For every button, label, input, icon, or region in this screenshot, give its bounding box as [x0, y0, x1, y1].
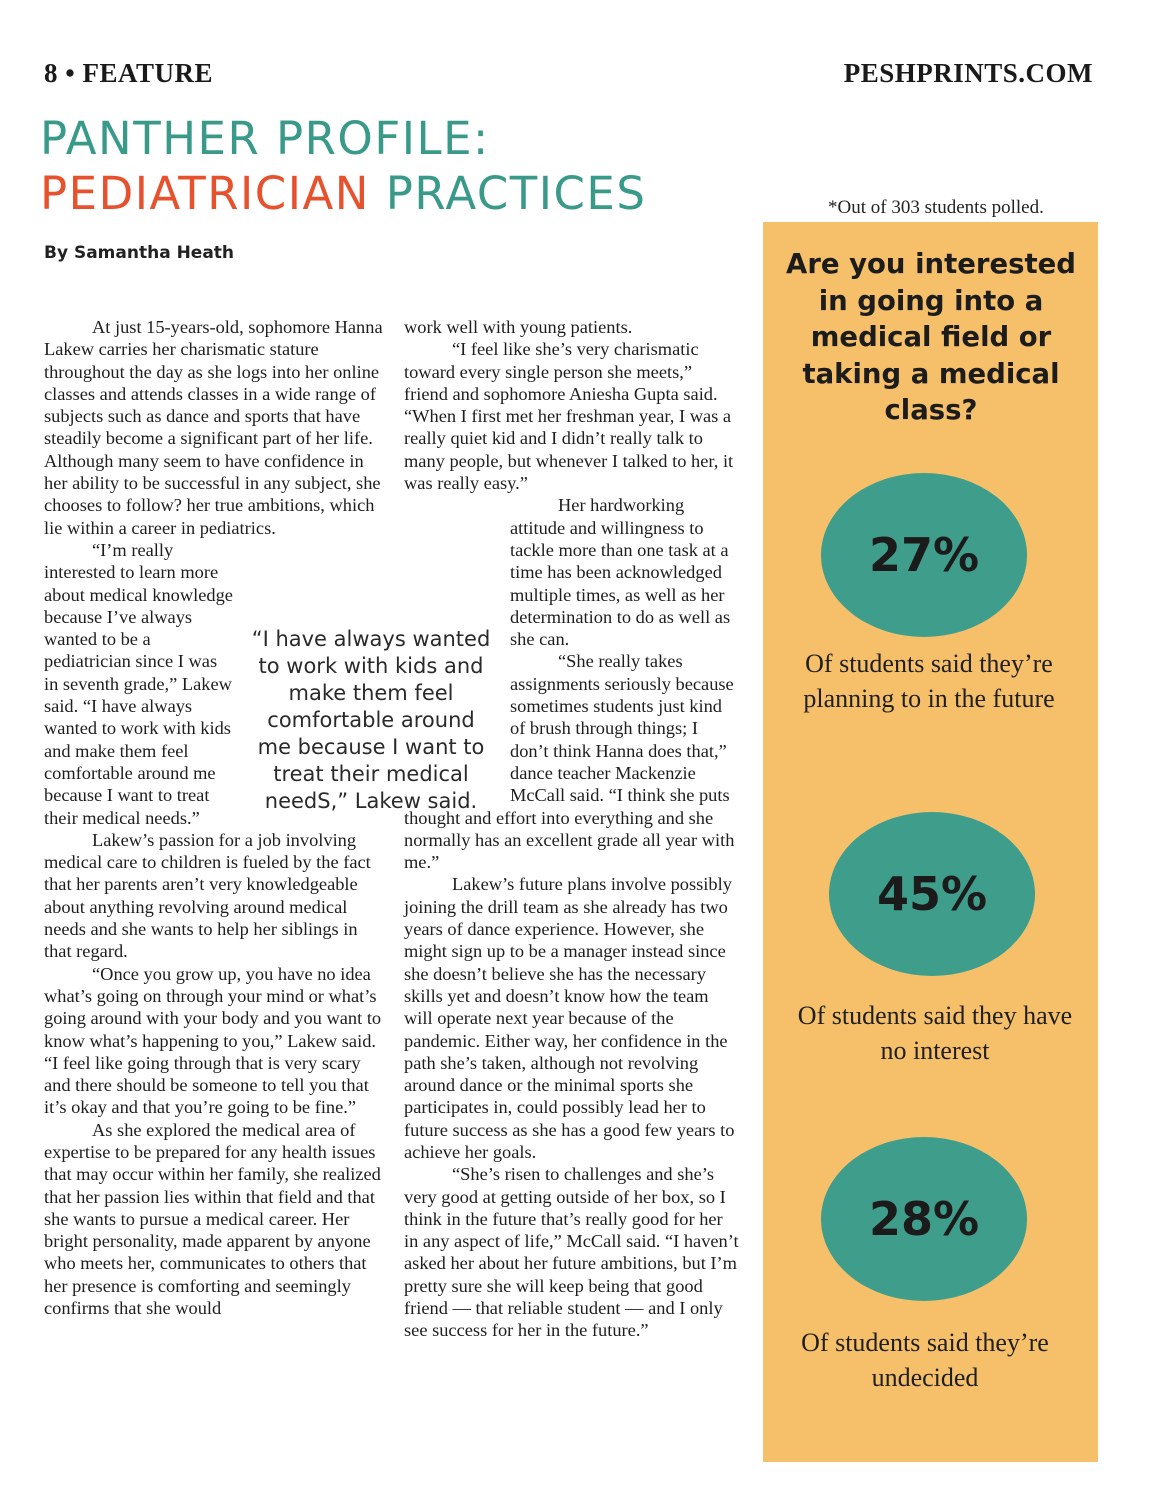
- stat-circle-planning: 27%: [821, 473, 1027, 637]
- paragraph: Lakew’s future plans involve possibly joining the drill team as she already has two years of dance experience. However, she might sign up to be a manager instead since she doesn’t believe she has the necessary skills yet and doesn’t know how the team will operate next year because of the pandemic. Either way, her confidence in the path she’s taken, although not revolving around dance or the minimal sports she participates in, could possibly lead her to future success as she has a good few years to achieve her goals.: [404, 874, 735, 1162]
- paragraph: “She’s risen to challenges and she’s very good at getting outside of her box, so I think in the future that’s really good for her in any aspect of life,” McCall said. “I haven’t asked her about her future ambitions, but I’m pretty sure she will keep being that good friend — that reliable student — and I only see success for her in the future.”: [404, 1164, 739, 1341]
- paragraph: Lakew’s passion for a job involving medical care to children is fueled by the fact that her parents aren’t very knowledgeable about anything revolving around medical needs and she wants to help her siblings in that regard.: [44, 829, 371, 962]
- stat-circle-no-interest: 45%: [829, 812, 1035, 976]
- stat-caption-planning: Of students said they’re planning to in the future: [803, 649, 1055, 713]
- paragraph: “I feel like she’s very charismatic toward every single person she meets,” friend and sophomore Aniesha Gupta said. “When I first met her freshman year, I was a really quiet kid and I didn’t really talk to many people, but whenever I talked to her, it was really easy.”: [404, 339, 734, 494]
- pull-quote: “I have always wanted to work with kids and make them feel comfortable around me because I want to treat their medical needS,” Lakew said.: [251, 627, 491, 813]
- headline-line-1: PANTHER PROFILE:: [40, 112, 490, 165]
- paragraph: At just 15-years-old, sophomore Hanna Lakew carries her charismatic stature throughout the day as she logs into her online classes and attends classes in a wide range of subjects such as dance and sports that have steadily become a significant part of her life. Although many seem to have confidence in her ability to be successful in any subject, she chooses to follow? her true ambitions, which lie within a career in pediatrics.: [44, 317, 383, 538]
- paragraph: Her hardworking attitude and willingness to tackle more than one task at a time has been acknowledged multiple times, as well as her determination to do as well as she can.: [510, 495, 731, 650]
- headline-line-2: [40, 167, 646, 220]
- poll-sidebar: [763, 222, 1098, 1462]
- paragraph: work well with young patients.: [404, 317, 633, 337]
- stat-caption-no-interest: Of students said they have no interest: [797, 1001, 1073, 1065]
- paragraph: As she explored the medical area of expertise to be prepared for any health issues that may occur within her family, she realized that her passion lies within that field and that she wants to pursue a medical career. Her bright personality, made apparent by anyone who meets her, communicates to others that her presence is comforting and seemingly confirms that she would: [44, 1119, 381, 1319]
- site-name: PESHPRINTS.COM: [843, 58, 1093, 88]
- paragraph: “Once you grow up, you have no idea what’s going on through your mind or what’s going around with your body and you want to know what’s happening to you,” Lakew said. “I feel like going through that is very scary and there should be someone to tell you that it’s okay and that you’re going to be fine.”: [44, 963, 382, 1118]
- poll-footnote: *Out of 303 students polled.: [828, 197, 1044, 218]
- stat-caption-undecided: Of students said they’re undecided: [801, 1328, 1049, 1392]
- article-column-2: [404, 316, 740, 1342]
- headline-highlight: PEDIATRICIAN: [40, 167, 370, 220]
- headline-rest: PRACTICES: [369, 167, 647, 220]
- stat-circle-undecided: 28%: [821, 1137, 1027, 1301]
- article-column-1: [44, 316, 384, 1319]
- paragraph: “I’m really interested to learn more about medical knowledge because I’ve always wanted to be a pediatrician since I was in seventh grade,” Lakew said. “I have always wanted to work with kids and make them feel comfortable around me because I want to treat their medical needs.”: [44, 539, 233, 828]
- paragraph: “She really takes assignments seriously because sometimes students just kind of brush through things; I don’t think Hanna does that,” dance teacher Mackenzie McCall said. “I think she puts thought and effort into everything and she normally has an excellent grade all year with me.”: [404, 651, 735, 873]
- section-label: 8 • FEATURE: [44, 58, 213, 88]
- byline: By Samantha Heath: [44, 243, 235, 263]
- poll-question: Are you interested in going into a medical field or taking a medical class?: [786, 248, 1076, 426]
